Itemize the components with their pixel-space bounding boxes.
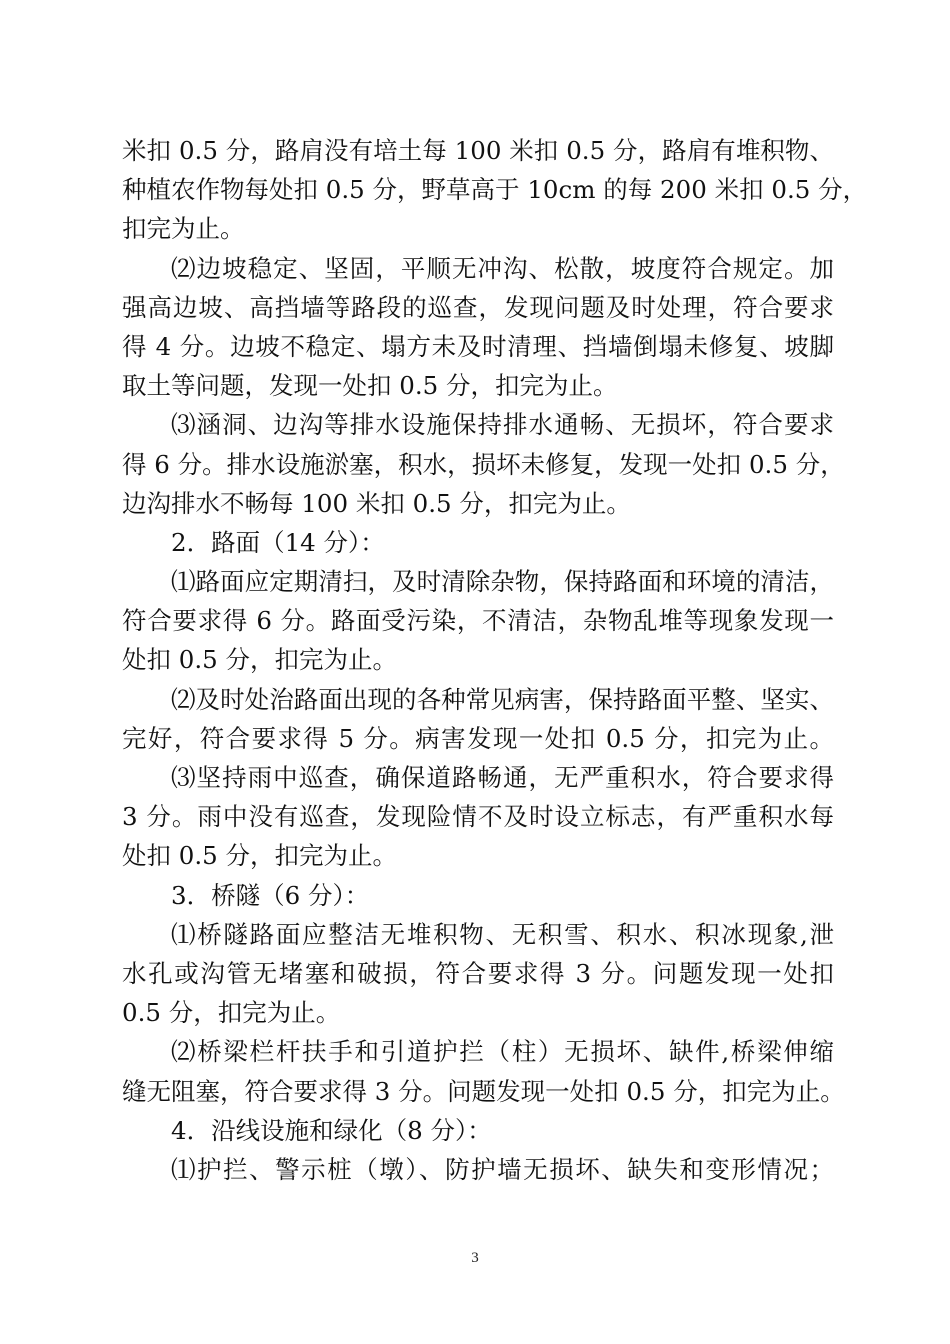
text-line: 完好，符合要求得 5 分。病害发现一处扣 0.5 分，扣完为止。 <box>122 723 834 753</box>
page-number: 3 <box>471 1250 479 1266</box>
text-line: 3 分。雨中没有巡查，发现险情不及时设立标志，有严重积水每 <box>122 802 834 832</box>
text-line: 符合要求得 6 分。路面受污染，不清洁，杂物乱堆等现象发现一 <box>122 606 834 636</box>
text-line: 取土等问题，发现一处扣 0.5 分，扣完为止。 <box>122 371 618 401</box>
text-line: 水孔或沟管无堵塞和破损，符合要求得 3 分。问题发现一处扣 <box>122 958 834 988</box>
text-line: 处扣 0.5 分，扣完为止。 <box>122 841 398 871</box>
section-heading: 3．桥隧（6 分）： <box>171 880 370 910</box>
text-line: ⑶涵洞、边沟等排水设施保持排水通畅、无损坏，符合要求 <box>171 410 834 440</box>
text-line: 得 6 分。排水设施淤塞，积水，损坏未修复，发现一处扣 0.5 分， <box>122 449 845 479</box>
text-line: 边沟排水不畅每 100 米扣 0.5 分，扣完为止。 <box>122 488 631 518</box>
text-line: ⑴护拦、警示桩（墩）、防护墙无损坏、缺失和变形情况； <box>171 1154 834 1184</box>
text-line: 米扣 0.5 分，路肩没有培土每 100 米扣 0.5 分，路肩有堆积物、 <box>122 136 834 165</box>
text-line: 扣完为止。 <box>122 214 245 244</box>
text-line: 种植农作物每处扣 0.5 分，野草高于 10cm 的每 200 米扣 0.5 分， <box>122 175 868 205</box>
section-heading: 4．沿线设施和绿化（8 分）： <box>171 1115 492 1145</box>
text-line: ⑵及时处治路面出现的各种常见病害，保持路面平整、坚实、 <box>171 684 834 714</box>
text-line: ⑴桥隧路面应整洁无堆积物、无积雪、积水、积冰现象,泄 <box>171 919 834 949</box>
section-heading: 2．路面（14 分）： <box>171 527 385 557</box>
text-line: 强高边坡、高挡墙等路段的巡查，发现问题及时处理，符合要求 <box>122 292 834 322</box>
text-line: ⑶坚持雨中巡查，确保道路畅通，无严重积水，符合要求得 <box>171 763 834 792</box>
text-line: ⑴路面应定期清扫，及时清除杂物，保持路面和环境的清洁， <box>171 567 834 597</box>
text-line: 缝无阻塞，符合要求得 3 分。问题发现一处扣 0.5 分，扣完为止。 <box>122 1076 845 1106</box>
body-text <box>122 131 868 1189</box>
text-line: ⑵桥梁栏杆扶手和引道护拦（柱）无损坏、缺件,桥梁伸缩 <box>171 1037 834 1067</box>
text-line: ⑵边坡稳定、坚固，平顺无冲沟、松散，坡度符合规定。加 <box>171 253 834 283</box>
text-line: 0.5 分，扣完为止。 <box>122 998 341 1028</box>
text-line: 处扣 0.5 分，扣完为止。 <box>122 645 398 675</box>
text-line: 得 4 分。边坡不稳定、塌方未及时清理、挡墙倒塌未修复、坡脚 <box>122 331 834 361</box>
